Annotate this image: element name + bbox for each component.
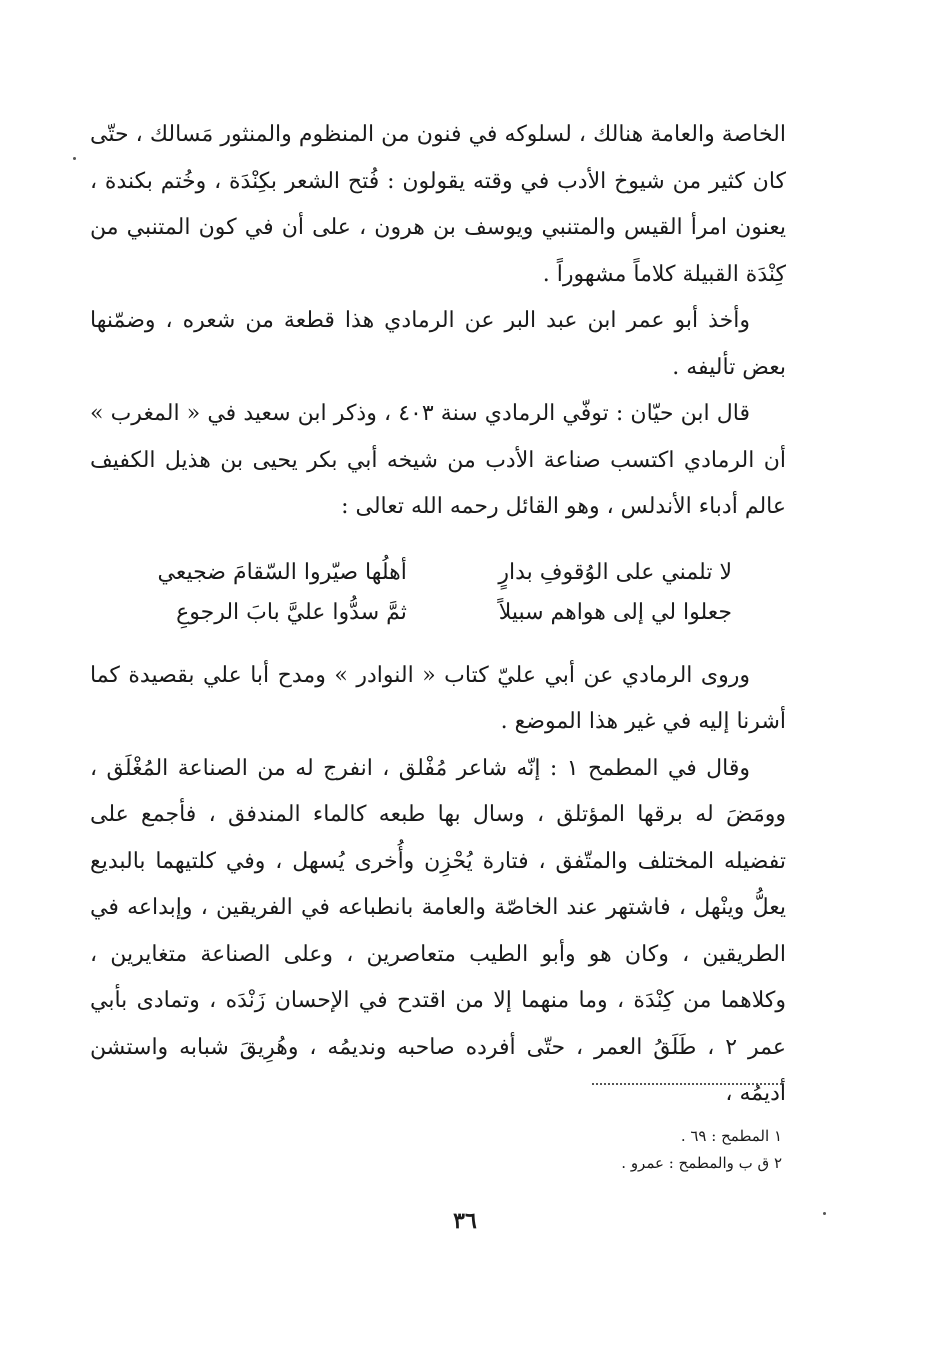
verse-1-first-hemistich: لا تلمني على الوُقوفِ بدارٍ	[498, 559, 732, 585]
footnote-separator	[592, 1083, 782, 1085]
scan-speck	[73, 157, 76, 160]
paragraph-3: قال ابن حيّان : توفّي الرمادي سنة ٤٠٣ ، وذكر ابن سعيد في « المغرب » أن الرمادي اكتسب صناعة الأدب من شيخه أبي بكر يحيى بن هذيل الكفيف عالم أدباء الأندلس ، وهو القائل رحمه الله تعالى :	[90, 401, 786, 519]
paragraph-5: وقال في المطمح ١ : إنّه شاعر مُفْلق ، انفرج له من الصناعة المُغْلَق ، وومَضَ له برقها المؤتلق ، وسال بها طبعه كالماء المندفق ، فأجمع على تفضيله المختلف والمتّفق ، فتارة يُحْزِن وأُخرى يُسهل ، وفي كلتيهما بالبديع يعلُّ وينْهل ، فاشتهر عند الخاصّة والعامة بانطباعه في الفريقين ، وإبداعه في الطريقين ، وكان هو وأبو الطيب متعاصرين ، وعلى الصناعة متغايرين ، وكلاهما من كِنْدَة ، وما منهما إلا من اقتدح في الإحسان زَنْدَه ، وتمادى بأبي عمر ٢ ، طَلَقُ العمر ، حتّى أفرده صاحبه ونديمُه ، وهُرِيقَ شبابه واستشن أديمُه ،	[90, 755, 786, 1106]
footnotes	[621, 1123, 782, 1177]
verse-line-1	[130, 553, 732, 593]
footnote-1: ١ المطمح : ٦٩ .	[680, 1127, 782, 1145]
verse-2-second-hemistich: ثمَّ سدُّوا عليَّ بابَ الرجوعِ	[176, 599, 407, 625]
verse-line-2	[130, 593, 732, 633]
scan-speck	[823, 1212, 826, 1215]
page-number: ٣٦	[453, 1208, 477, 1234]
verse-2-first-hemistich: جعلوا لي إلى هواهم سبيلاً	[498, 599, 732, 625]
paragraph-2: وأخذ أبو عمر ابن عبد البر عن الرمادي هذا قطعة من شعره ، وضمّنها بعض تأليفه .	[90, 308, 786, 380]
paragraph-1: الخاصة والعامة هنالك ، لسلوكه في فنون من المنظوم والمنثور مَسالك ، حتّى كان كثير من شيوخ الأدب في وقته يقولون : فُتح الشعر بكِنْدَة ، وخُتم بكندة ، يعنون امرأ القيس والمتنبي ويوسف بن هرون ، على أن في كون المتنبي من كِنْدَة القبيلة كلاماً مشهوراً .	[90, 122, 786, 287]
verse-1-second-hemistich: أهلُها صيّروا السّقامَ ضجيعي	[157, 559, 407, 585]
footnote-2: ٢ ق ب والمطمح : عمرو .	[621, 1154, 782, 1172]
poem-verses	[90, 553, 786, 633]
paragraph-4: وروى الرمادي عن أبي عليّ كتاب « النوادر » ومدح أبا علي بقصيدة كما أشرنا إليه في غير هذا الموضع .	[90, 662, 786, 734]
page-body	[90, 112, 786, 1118]
